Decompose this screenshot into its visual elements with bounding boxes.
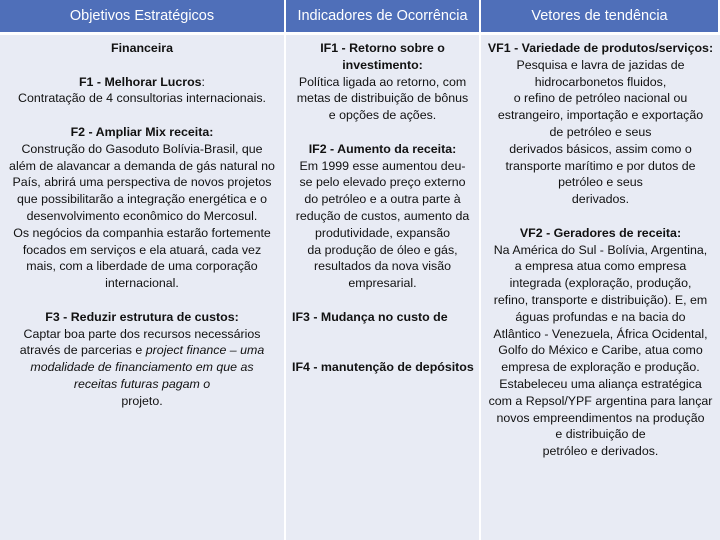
- if1-line: Política ligada ao retorno, com: [298, 74, 467, 89]
- header-vetores: Vetores de tendência: [481, 0, 720, 35]
- if2-line: do petróleo e a outra parte à: [304, 192, 461, 207]
- vf2-line: Golfo do México e Caribe, atua como: [498, 343, 703, 358]
- vf1-line: estrangeiro, importação e exportação: [497, 108, 704, 123]
- if1-line: metas de distribuição de bônus: [296, 91, 469, 106]
- vf2-line: empresa de exploração e produção.: [501, 360, 700, 375]
- f2-line: além de alavancar a demanda de gás natural no: [9, 158, 275, 173]
- header-objetivos: Objetivos Estratégicos: [0, 0, 286, 35]
- vf1-line: hidrocarbonetos fluidos,: [534, 74, 667, 89]
- vf1-line: petróleo e seus: [558, 175, 643, 190]
- vf2-line: Atlântico - Venezuela, África Ocidental,: [493, 326, 708, 341]
- f2-title: F2 - Ampliar Mix receita:: [70, 124, 214, 139]
- vf2-title: VF2 - Geradores de receita:: [519, 225, 682, 240]
- vf2-line: integrada (exploração, produção,: [509, 276, 692, 291]
- vf2-line: Estabeleceu uma aliança estratégica: [499, 376, 702, 391]
- vf1-line: Pesquisa e lavra de jazidas de: [516, 57, 685, 72]
- vf1-line: de petróleo e seus: [549, 124, 652, 139]
- cell-indicadores: [286, 35, 481, 540]
- f3-line: projeto.: [121, 393, 163, 408]
- f3-line-italic: modalidade de financiamento em que as: [30, 360, 254, 375]
- vf2-line: Na América do Sul - Bolívia, Argentina,: [493, 242, 708, 257]
- f3-text-normal: através de parcerias e: [19, 343, 146, 358]
- f3-line: Captar boa parte dos recursos necessários: [23, 326, 261, 341]
- f3-title: F3 - Reduzir estrutura de custos:: [45, 309, 239, 324]
- if4-title: IF4 - manutenção de depósitos: [292, 360, 474, 375]
- f2-line: internacional.: [105, 276, 179, 291]
- f2-line: que possibilitarão a integração energética e o: [16, 192, 268, 207]
- f3-line-italic: receitas futuras pagam o: [73, 376, 211, 391]
- f2-line: desenvolvimento econômico do Mercosul.: [26, 208, 258, 223]
- vf1-line: derivados.: [571, 192, 630, 207]
- f2-line: mais, com a liberdade de uma corporação: [26, 259, 258, 274]
- vf2-line: a empresa atua como empresa: [514, 259, 687, 274]
- if2-line: produtividade, expansão: [314, 225, 451, 240]
- f2-line: Os negócios da companhia estarão fortemente: [13, 225, 271, 240]
- if2-line: redução de custos, aumento da: [295, 208, 470, 223]
- if2-line: Em 1999 esse aumentou deu-: [299, 158, 466, 173]
- if2-line: resultados da nova visão: [313, 259, 452, 274]
- if1-title: investimento:: [342, 57, 423, 72]
- if2-line: da produção de óleo e gás,: [307, 242, 458, 257]
- vf2-line: novos empreendimentos na produção: [496, 410, 705, 425]
- vf1-line: o refino de petróleo nacional ou: [513, 91, 688, 106]
- vf1-line: derivados básicos, assim como o: [509, 141, 692, 156]
- f2-line: focados em serviços e ela atuará, cada vez: [22, 242, 262, 257]
- f3-text-italic: project finance – uma: [145, 343, 265, 358]
- f3-line-mixed: [0, 342, 284, 359]
- vf2-line: refino, transporte e distribuição). E, em: [493, 292, 708, 307]
- vf2-line: e distribuição de: [555, 427, 646, 442]
- f2-line: Construção do Gasoduto Bolívia-Brasil, que: [21, 141, 263, 156]
- f1-colon: :: [201, 74, 205, 89]
- vf2-line: com a Repsol/YPF argentina para lançar: [488, 393, 713, 408]
- header-indicadores: Indicadores de Ocorrência: [286, 0, 481, 35]
- vf2-line: petróleo e derivados.: [542, 444, 659, 459]
- cell-vetores: [481, 35, 720, 540]
- f1-text: Contratação de 4 consultorias internacionais.: [18, 91, 266, 106]
- vf1-line: transporte marítimo e por dutos de: [505, 158, 696, 173]
- if2-line: se pelo elevado preço externo: [299, 175, 466, 190]
- if2-line: empresarial.: [348, 276, 417, 291]
- if1-title: IF1 - Retorno sobre o: [320, 41, 445, 55]
- f1-title: F1 - Melhorar Lucros: [78, 74, 202, 89]
- f1-heading: [0, 74, 284, 91]
- section-title: Financeira: [111, 41, 173, 55]
- cell-objetivos: [0, 35, 286, 540]
- vf2-line: águas profundas e na bacia do: [515, 309, 686, 324]
- if3-title: IF3 - Mudança no custo de: [292, 309, 448, 324]
- if2-title: IF2 - Aumento da receita:: [308, 141, 457, 156]
- vf1-title: VF1 - Variedade de produtos/serviços:: [487, 41, 714, 55]
- if1-line: e opções de ações.: [328, 108, 437, 123]
- f2-line: País, abrirá uma perspectiva de novos projetos: [12, 175, 272, 190]
